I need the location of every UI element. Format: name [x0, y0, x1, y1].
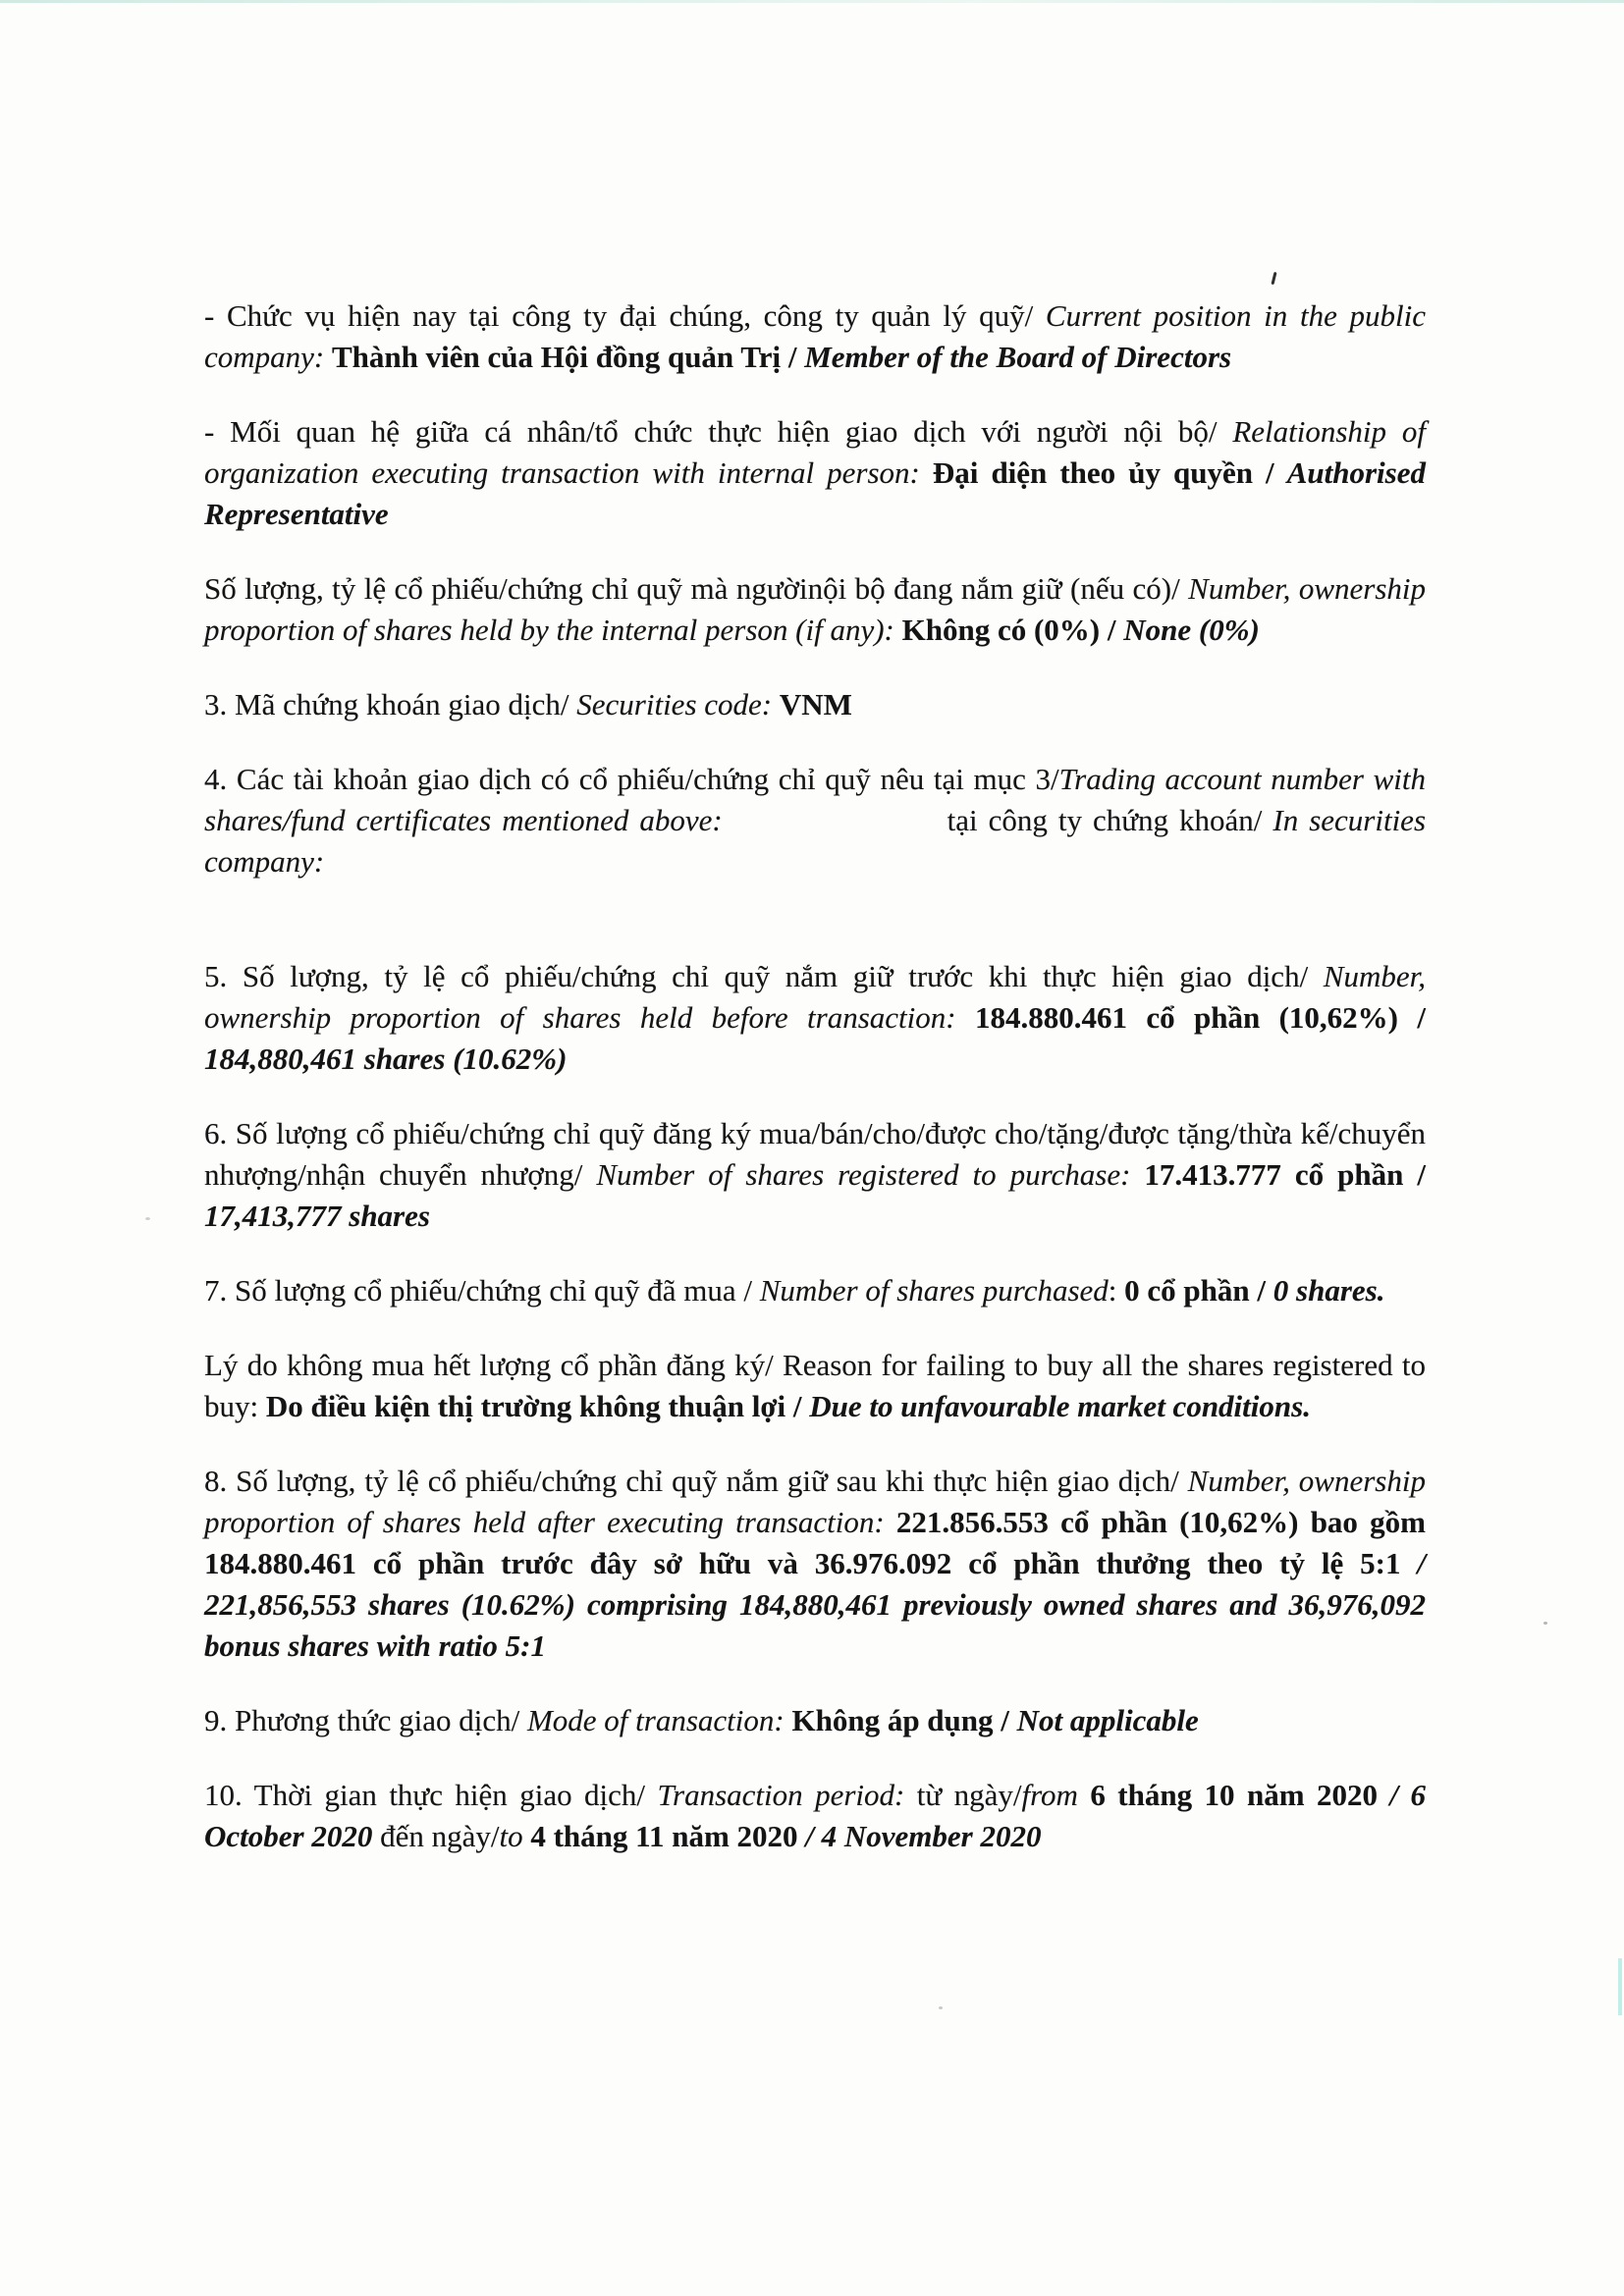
paragraph-relationship [204, 411, 1426, 535]
text-segment: đến ngày/ [380, 1819, 500, 1853]
text-segment: 184.880.461 cổ phần (10,62%) / [974, 1000, 1426, 1035]
text-segment: Đại diện theo ủy quyền / [932, 455, 1287, 490]
text-segment: 4 tháng 11 năm 2020 [530, 1819, 806, 1853]
text-segment: Không áp dụng / [791, 1703, 1017, 1737]
paragraph-securities-code [204, 684, 1426, 725]
text-segment: : [1108, 1273, 1125, 1308]
paragraph-reason-not-fully-purchased [204, 1345, 1426, 1427]
text-segment: Not applicable [1016, 1703, 1199, 1737]
blank-redacted-space [733, 829, 947, 830]
text-segment: / 221,856,553 shares (10.62%) comprising 184,880,461 previously owned shares and 36,976,092 bonus shares with ratio 5:1 [204, 1546, 1426, 1663]
text-segment: 5. Số lượng, tỷ lệ cổ phiếu/chứng chỉ quỹ nắm giữ trước khi thực hiện giao dịch/ [204, 959, 1324, 993]
text-segment: Không có (0%) / [901, 613, 1124, 647]
scan-speck [1543, 1622, 1547, 1625]
text-segment: Trading account number with shares/fund certificates mentioned above: [204, 762, 1426, 837]
scan-speck [145, 1217, 150, 1220]
text-segment: In securities company: [204, 803, 1427, 879]
text-segment: Number, ownership proportion of shares held by the internal person (if any): [204, 571, 1426, 647]
text-segment: Member of the Board of Directors [804, 340, 1232, 374]
text-segment: Due to unfavourable market conditions. [809, 1389, 1311, 1423]
stray-pen-mark [1271, 272, 1276, 285]
text-segment: Number of shares purchased [759, 1273, 1109, 1308]
text-segment: từ ngày/ [916, 1778, 1022, 1812]
paragraph-mode-of-transaction [204, 1700, 1426, 1741]
text-segment: Transaction period: [657, 1778, 917, 1812]
text-segment: Number of shares registered to purchase: [596, 1157, 1145, 1192]
document-body [204, 295, 1426, 1891]
paragraph-current-position [204, 295, 1426, 378]
text-segment: Number, ownership proportion of shares held after executing transaction: [204, 1464, 1426, 1539]
text-segment: Do điều kiện thị trường không thuận lợi / [265, 1389, 810, 1423]
text-segment: Thành viên của Hội đồng quản Trị / [331, 340, 805, 374]
text-segment: None (0%) [1123, 613, 1260, 647]
text-segment: 17.413.777 cổ phần / [1144, 1157, 1426, 1192]
text-segment: Securities code: [576, 687, 780, 721]
text-segment: 0 shares. [1272, 1273, 1385, 1308]
text-segment: 8. Số lượng, tỷ lệ cổ phiếu/chứng chỉ quỹ nắm giữ sau khi thực hiện giao dịch/ [204, 1464, 1188, 1498]
text-segment: 221.856.553 cổ phần (10,62%) bao gồm 184.880.461 cổ phần trước đây sở hữu và 36.976.092 cổ phần thưởng theo tỷ lệ 5:1 [204, 1505, 1426, 1580]
paragraph-holdings-of-internal-person [204, 568, 1426, 651]
text-segment: 184,880,461 shares (10.62%) [204, 1041, 568, 1076]
text-segment: / 6 October 2020 [204, 1778, 1426, 1853]
text-segment: Current position in the public company: [204, 298, 1426, 374]
paragraph-shares-registered-to-purchase [204, 1113, 1426, 1237]
text-segment: 0 cổ phần / [1124, 1273, 1273, 1308]
scan-speck [939, 2006, 943, 2009]
text-segment: 6. Số lượng cổ phiếu/chứng chỉ quỹ đăng ký mua/bán/cho/được cho/tặng/được tặng/thừa kế/chuyển nhượng/nhận chuyển nhượng/ [204, 1116, 1426, 1192]
text-segment: 7. Số lượng cổ phiếu/chứng chỉ quỹ đã mua / [204, 1273, 760, 1308]
paragraph-shares-held-before-transaction [204, 956, 1426, 1080]
text-segment: Số lượng, tỷ lệ cổ phiếu/chứng chỉ quỹ mà ngườinội bộ đang nắm giữ (nếu có)/ [204, 571, 1189, 606]
paragraph-trading-accounts [204, 759, 1426, 882]
text-segment: - Chức vụ hiện nay tại công ty đại chúng, công ty quản lý quỹ/ [204, 298, 1046, 333]
text-segment: 6 tháng 10 năm 2020 [1090, 1778, 1390, 1812]
text-segment: 9. Phương thức giao dịch/ [204, 1703, 527, 1737]
paragraph-shares-purchased [204, 1270, 1426, 1311]
text-segment: from [1021, 1778, 1091, 1812]
text-segment: / 4 November 2020 [805, 1819, 1042, 1853]
text-segment: Mode of transaction: [526, 1703, 792, 1737]
text-segment: VNM [779, 687, 852, 721]
paragraph-shares-held-after-transaction [204, 1461, 1426, 1667]
text-segment: 4. Các tài khoản giao dịch có cổ phiếu/chứng chỉ quỹ nêu tại mục 3/ [204, 762, 1059, 796]
text-segment: Number, ownership proportion of shares held before transaction: [204, 959, 1426, 1035]
scan-color-artifact [1618, 1958, 1622, 2015]
text-segment: Authorised Representative [204, 455, 1426, 531]
scan-edge-artifact [0, 0, 1624, 3]
text-segment: 17,413,777 shares [204, 1199, 430, 1233]
paragraph-transaction-period [204, 1775, 1426, 1857]
text-segment: 3. Mã chứng khoán giao dịch/ [204, 687, 577, 721]
text-segment: 10. Thời gian thực hiện giao dịch/ [204, 1778, 658, 1812]
text-segment: to [499, 1819, 531, 1853]
text-segment: tại công ty chứng khoán/ [947, 803, 1273, 837]
text-segment: Relationship of organization executing transaction with internal person: [204, 414, 1426, 490]
text-segment: Lý do không mua hết lượng cổ phần đăng ký/ Reason for failing to buy all the shares registered to buy: [204, 1348, 1426, 1423]
text-segment: - Mối quan hệ giữa cá nhân/tổ chức thực hiện giao dịch với người nội bộ/ [204, 414, 1233, 449]
